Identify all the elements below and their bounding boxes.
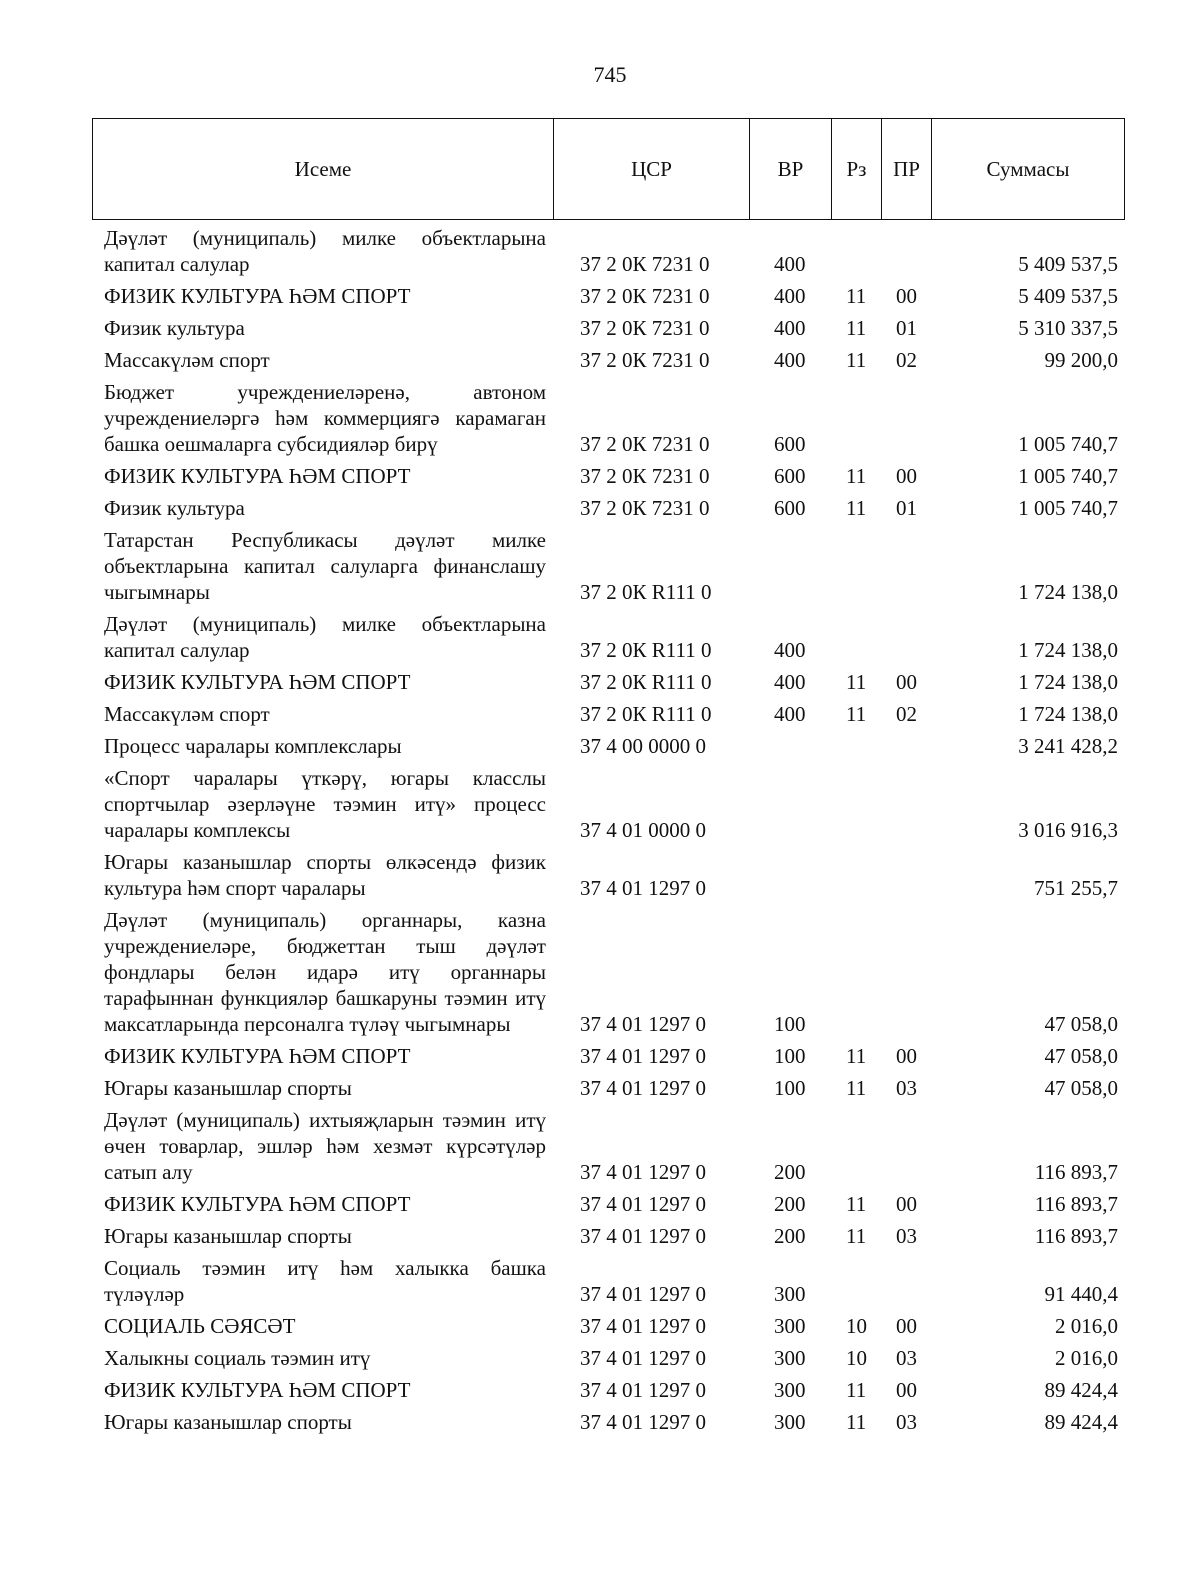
- cell-vr: 200: [774, 1224, 806, 1248]
- cell-name: Бюджет учреждениеләренә, автоном учреждениеләргә һәм коммерциягә карамаган башка оешмаларга субсидияләр бирү: [104, 380, 546, 456]
- cell-sum: 99 200,0: [1044, 348, 1118, 372]
- cell-name: Югары казанышлар спорты өлкәсендә физик культура һәм спорт чаралары: [104, 850, 546, 900]
- table-row: [0, 1072, 1200, 1104]
- cell-sum: 116 893,7: [1034, 1192, 1118, 1216]
- table-row: [0, 1188, 1200, 1220]
- cell-csr: 37 2 0К R111 0: [580, 670, 712, 694]
- cell-name: Физик культура: [104, 316, 245, 340]
- cell-csr: 37 4 01 0000 0: [580, 818, 706, 842]
- cell-rz: 11: [846, 670, 867, 694]
- cell-rz: 11: [846, 496, 867, 520]
- table-row: [0, 344, 1200, 376]
- cell-vr: 100: [774, 1076, 806, 1100]
- cell-vr: 600: [774, 432, 806, 456]
- cell-name: СОЦИАЛЬ СӘЯСӘТ: [104, 1314, 296, 1338]
- table-row: [0, 524, 1200, 608]
- cell-name: Массакүләм спорт: [104, 702, 270, 726]
- cell-pr: 00: [896, 670, 917, 694]
- cell-rz: 10: [846, 1346, 867, 1370]
- cell-sum: 91 440,4: [1044, 1282, 1118, 1306]
- cell-csr: 37 2 0К 7231 0: [580, 252, 710, 276]
- page-number: 745: [593, 62, 627, 87]
- table-row: [0, 492, 1200, 524]
- cell-csr: 37 4 01 1297 0: [580, 1224, 706, 1248]
- cell-sum: 47 058,0: [1044, 1012, 1118, 1036]
- table-body: [0, 222, 1200, 1438]
- cell-name: Дәүләт (муниципаль) органнары, казна учреждениеләре, бюджеттан тыш дәүләт фондлары белән идарә итү органнары тарафыннан функцияләр башкаруны тәэмин итү максатларында персоналга түләү чыгымнары: [104, 908, 546, 1036]
- cell-pr: 02: [896, 702, 917, 726]
- cell-name: Социаль тәэмин итү һәм халыкка башка түләүләр: [104, 1256, 546, 1306]
- cell-name: ФИЗИК КУЛЬТУРА ҺӘМ СПОРТ: [104, 464, 411, 488]
- cell-name: Татарстан Республикасы дәүләт милке объектларына капитал салуларга финанслашу чыгымнары: [104, 528, 546, 604]
- cell-sum: 47 058,0: [1044, 1076, 1118, 1100]
- cell-sum: 89 424,4: [1044, 1378, 1118, 1402]
- header-name: Исеме: [93, 119, 554, 219]
- cell-csr: 37 2 0К 7231 0: [580, 496, 710, 520]
- cell-csr: 37 4 01 1297 0: [580, 1076, 706, 1100]
- cell-csr: 37 4 01 1297 0: [580, 1314, 706, 1338]
- table-row: [0, 904, 1200, 1040]
- header-sum: Суммасы: [986, 156, 1070, 181]
- cell-pr: 00: [896, 1378, 917, 1402]
- cell-vr: 400: [774, 348, 806, 372]
- cell-csr: 37 4 01 1297 0: [580, 1012, 706, 1036]
- cell-csr: 37 4 01 1297 0: [580, 1378, 706, 1402]
- table-row: [0, 1220, 1200, 1252]
- cell-rz: 11: [846, 1192, 867, 1216]
- cell-rz: 11: [846, 316, 867, 340]
- cell-csr: 37 4 01 1297 0: [580, 1410, 706, 1434]
- cell-name: Югары казанышлар спорты: [104, 1410, 352, 1434]
- cell-sum: 5 310 337,5: [1018, 316, 1118, 340]
- header-vr: ВР: [750, 119, 832, 219]
- cell-vr: 600: [774, 496, 806, 520]
- cell-rz: 11: [846, 464, 867, 488]
- cell-rz: 11: [846, 348, 867, 372]
- cell-name: Процесс чаралары комплекслары: [104, 734, 402, 758]
- cell-rz: 11: [846, 1224, 867, 1248]
- cell-csr: 37 2 0К R111 0: [580, 580, 712, 604]
- cell-sum: 1 724 138,0: [1018, 702, 1118, 726]
- table-row: [0, 698, 1200, 730]
- cell-rz: 11: [846, 1410, 867, 1434]
- table-row: [0, 762, 1200, 846]
- cell-pr: 00: [896, 1044, 917, 1068]
- cell-csr: 37 2 0К R111 0: [580, 702, 712, 726]
- table-row: [0, 1104, 1200, 1188]
- table-header: [92, 118, 1125, 220]
- cell-rz: 10: [846, 1314, 867, 1338]
- table-row: [0, 1310, 1200, 1342]
- cell-vr: 100: [774, 1044, 806, 1068]
- table-row: [0, 1252, 1200, 1310]
- cell-sum: 89 424,4: [1044, 1410, 1118, 1434]
- table-row: [0, 280, 1200, 312]
- cell-pr: 03: [896, 1076, 917, 1100]
- cell-vr: 600: [774, 464, 806, 488]
- table-row: [0, 1342, 1200, 1374]
- cell-vr: 300: [774, 1378, 806, 1402]
- cell-vr: 400: [774, 252, 806, 276]
- cell-csr: 37 4 01 1297 0: [580, 1160, 706, 1184]
- header-rz: Рз: [832, 119, 882, 219]
- cell-csr: 37 4 01 1297 0: [580, 1044, 706, 1068]
- cell-sum: 1 005 740,7: [1018, 496, 1118, 520]
- cell-sum: 116 893,7: [1034, 1160, 1118, 1184]
- table-row: [0, 730, 1200, 762]
- cell-csr: 37 2 0К 7231 0: [580, 284, 710, 308]
- cell-sum: 116 893,7: [1034, 1224, 1118, 1248]
- cell-pr: 02: [896, 348, 917, 372]
- cell-rz: 11: [846, 1076, 867, 1100]
- cell-rz: 11: [846, 702, 867, 726]
- cell-vr: 400: [774, 702, 806, 726]
- cell-pr: 00: [896, 1192, 917, 1216]
- cell-name: ФИЗИК КУЛЬТУРА ҺӘМ СПОРТ: [104, 284, 411, 308]
- cell-csr: 37 4 01 1297 0: [580, 1282, 706, 1306]
- cell-vr: 300: [774, 1282, 806, 1306]
- cell-name: Халыкны социаль тәэмин итү: [104, 1346, 371, 1370]
- cell-vr: 200: [774, 1160, 806, 1184]
- cell-pr: 01: [896, 316, 917, 340]
- cell-vr: 400: [774, 284, 806, 308]
- cell-csr: 37 2 0К 7231 0: [580, 432, 710, 456]
- header-pr: ПР: [882, 119, 932, 219]
- cell-name: Дәүләт (муниципаль) милке объектларына капитал салулар: [104, 226, 546, 276]
- cell-sum: 2 016,0: [1055, 1314, 1118, 1338]
- cell-vr: 300: [774, 1346, 806, 1370]
- cell-rz: 11: [846, 284, 867, 308]
- cell-name: ФИЗИК КУЛЬТУРА ҺӘМ СПОРТ: [104, 670, 411, 694]
- cell-csr: 37 2 0К 7231 0: [580, 316, 710, 340]
- cell-sum: 47 058,0: [1044, 1044, 1118, 1068]
- cell-sum: 3 016 916,3: [1018, 818, 1118, 842]
- table-row: [0, 666, 1200, 698]
- cell-vr: 300: [774, 1410, 806, 1434]
- cell-vr: 400: [774, 670, 806, 694]
- cell-name: Дәүләт (муниципаль) ихтыяҗларын тәэмин итү өчен товарлар, эшләр һәм хезмәт күрсәтүләр сатып алу: [104, 1108, 546, 1184]
- cell-name: ФИЗИК КУЛЬТУРА ҺӘМ СПОРТ: [104, 1378, 411, 1402]
- cell-csr: 37 2 0К R111 0: [580, 638, 712, 662]
- cell-sum: 5 409 537,5: [1018, 284, 1118, 308]
- cell-csr: 37 4 00 0000 0: [580, 734, 706, 758]
- cell-pr: 01: [896, 496, 917, 520]
- cell-pr: 00: [896, 284, 917, 308]
- cell-name: Массакүләм спорт: [104, 348, 270, 372]
- table-row: [0, 608, 1200, 666]
- table-row: [0, 1040, 1200, 1072]
- cell-name: ФИЗИК КУЛЬТУРА ҺӘМ СПОРТ: [104, 1044, 411, 1068]
- table-row: [0, 846, 1200, 904]
- table-row: [0, 460, 1200, 492]
- cell-sum: 3 241 428,2: [1018, 734, 1118, 758]
- cell-sum: 1 724 138,0: [1018, 638, 1118, 662]
- table-row: [0, 222, 1200, 280]
- cell-name: Дәүләт (муниципаль) милке объектларына капитал салулар: [104, 612, 546, 662]
- cell-sum: 751 255,7: [1034, 876, 1118, 900]
- cell-rz: 11: [846, 1044, 867, 1068]
- table-row: [0, 312, 1200, 344]
- cell-vr: 400: [774, 316, 806, 340]
- cell-name: Физик культура: [104, 496, 245, 520]
- cell-sum: 1 724 138,0: [1018, 670, 1118, 694]
- cell-csr: 37 2 0К 7231 0: [580, 348, 710, 372]
- cell-name: Югары казанышлар спорты: [104, 1224, 352, 1248]
- cell-pr: 03: [896, 1410, 917, 1434]
- cell-vr: 100: [774, 1012, 806, 1036]
- table-row: [0, 1406, 1200, 1438]
- cell-pr: 00: [896, 464, 917, 488]
- cell-csr: 37 4 01 1297 0: [580, 1192, 706, 1216]
- cell-name: ФИЗИК КУЛЬТУРА ҺӘМ СПОРТ: [104, 1192, 411, 1216]
- cell-pr: 03: [896, 1224, 917, 1248]
- cell-name: Югары казанышлар спорты: [104, 1076, 352, 1100]
- cell-sum: 1 724 138,0: [1018, 580, 1118, 604]
- cell-rz: 11: [846, 1378, 867, 1402]
- cell-vr: 400: [774, 638, 806, 662]
- cell-csr: 37 4 01 1297 0: [580, 876, 706, 900]
- table-row: [0, 1374, 1200, 1406]
- cell-sum: 1 005 740,7: [1018, 464, 1118, 488]
- cell-sum: 1 005 740,7: [1018, 432, 1118, 456]
- cell-sum: 2 016,0: [1055, 1346, 1118, 1370]
- cell-pr: 00: [896, 1314, 917, 1338]
- cell-csr: 37 4 01 1297 0: [580, 1346, 706, 1370]
- header-csr: ЦСР: [554, 119, 750, 219]
- cell-sum: 5 409 537,5: [1018, 252, 1118, 276]
- cell-vr: 300: [774, 1314, 806, 1338]
- table-row: [0, 376, 1200, 460]
- cell-vr: 200: [774, 1192, 806, 1216]
- cell-name: «Спорт чаралары үткәрү, югары класслы спортчылар әзерләүне тәэмин итү» процесс чаралары комплексы: [104, 766, 546, 842]
- cell-pr: 03: [896, 1346, 917, 1370]
- cell-csr: 37 2 0К 7231 0: [580, 464, 710, 488]
